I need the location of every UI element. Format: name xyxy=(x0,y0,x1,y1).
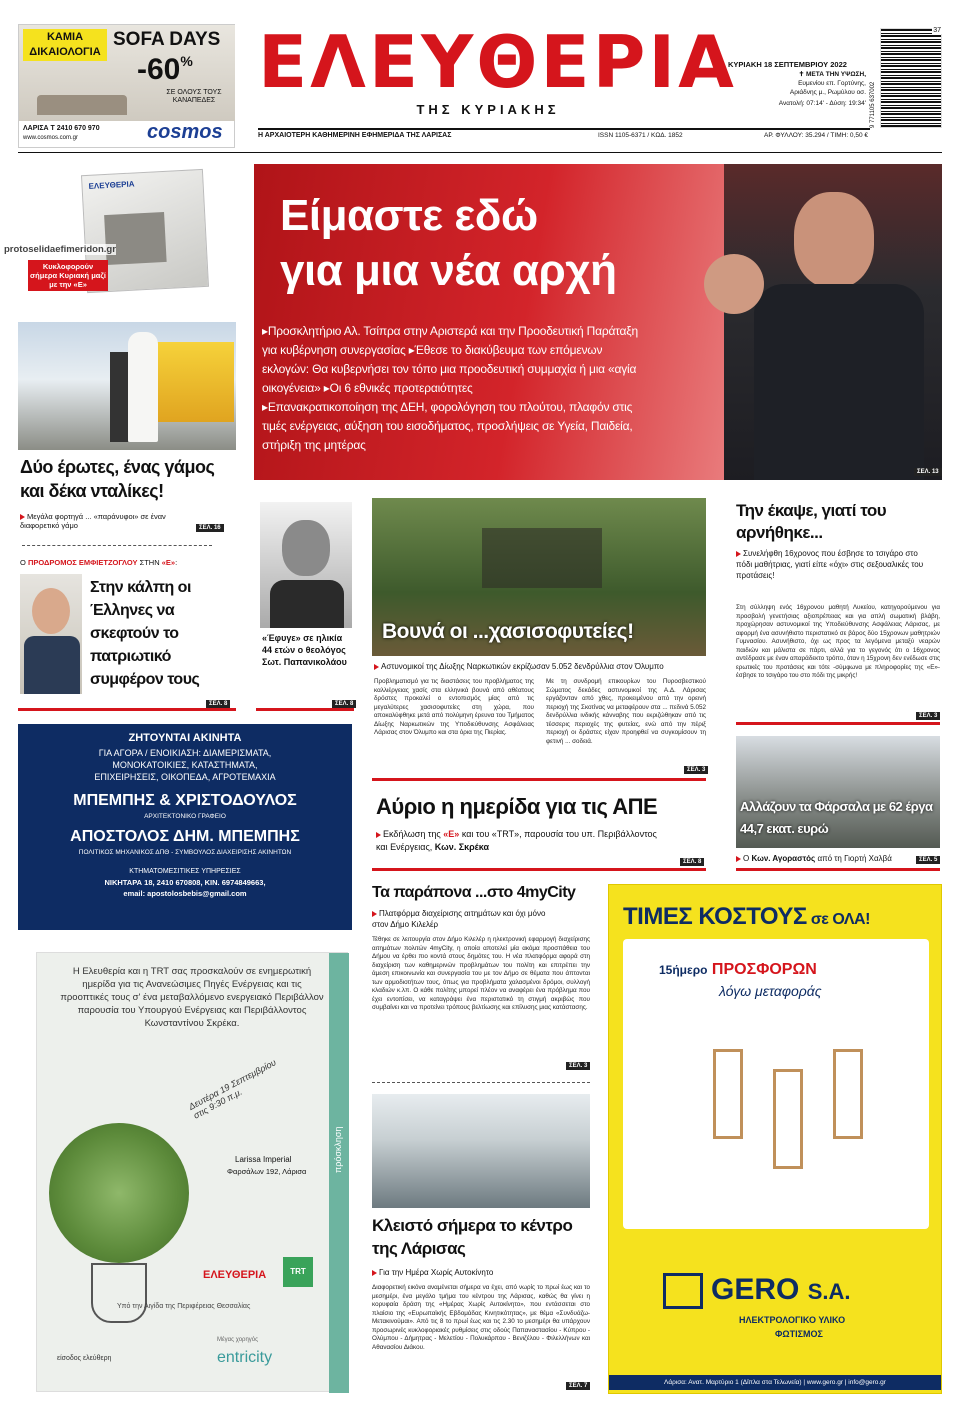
lead-bullets: ▸Προσκλητήριο Αλ. Τσίπρα στην Αριστερά και την Προοδευτική Παράταξη για κυβέρνηση συνεργασίας ▸Έθεσε το διακύβευμα των επόμενων εκλογών: Θα κυβερνήσει τον τόπο μια προοδευτική συμμαχία ή μια «αγία οικογένεια» ▸Οι 6 εθνικές προτεραιότητες ▸Επανακρατικοποίηση της ΔΕΗ, φορολόγηση του πλούτου, πλαφόν στις τιμές ενέργειας, αύξηση του εισοδήματος, προσλήψεις σε Υγεία, Παιδεία, στήριξη της μητέρας xyxy=(262,324,638,452)
gero-headline: ΤΙΜΕΣ ΚΟΣΤΟΥΣ σε ΟΛΑ! xyxy=(623,903,870,930)
trt-invitation-ad[interactable] xyxy=(36,952,348,1392)
mycity-body: Τέθηκε σε λειτουργία στον Δήμο Κιλελέρ η ηλεκτρονική εφαρμογή διαχείρισης αιτημάτων πολιτών 4myCity, η οποία αποτελεί μία ακόμα προσπάθεια του Δήμου να έρθει πιο κοντά στους δημότες του. Η νέα πλατφόρμα αφορά στη διαχείριση των καθημερινών προβλημάτων του πολίτη και επιτρέπει την άμεση επικοινωνία και συνεργασία του με τον Δήμο σε θέματα που άπτονται των αρμοδιοτήτων τους, όπως για προβλήματα χαλασμένοι δρόμοι, συλλογή κλαδιών κ.λπ. Ο κάθε πολίτης μπορεί πλέον να αναφέρει ένα πρόβλημα που έχει εντοπίσει, να καταγράψει ένα περιστατικό τη στιγμή ακριβώς που συμβαίνει και να προτείνει τρόπους βελτίωσης και επίλυσης μιας κατάστασης. xyxy=(372,936,590,1011)
mycity-page: ΣΕΛ. 3 xyxy=(566,1062,590,1070)
masthead-date: ΚΥΡΙΑΚΗ 18 ΣΕΠΤΕΜΒΡΙΟΥ 2022 xyxy=(728,60,847,69)
gero-offer: 15ήμερο ΠΡΟΣΦΟΡΩΝ xyxy=(659,961,817,978)
gero-offer-reason: λόγω μεταφοράς xyxy=(719,983,822,999)
lead-headline-1[interactable]: Είμαστε εδώ xyxy=(280,191,538,240)
hemp-sub: Αστυνομικοί της Δίωξης Ναρκωτικών εκρίζωσαν 5.052 δενδρύλλια στον Όλυμπο xyxy=(374,662,708,671)
carfree-body: Διαφορετική εικόνα αναμένεται σήμερα να έχει, από νωρίς το πρωί έως και το μεσημέρι, ένα μεγάλο τμήμα του κέντρου της Λάρισας, καθώς θα γίνει η κορυφαία δράση της «Ημέρας Χωρίς Αυτοκίνητο», που εντάσσεται στο πλαίσιο της «Ευρωπαϊκής Εβδομάδας Κινητικότητας», με θέμα «Συνδυάζω-Μετακινούμαι». Από τις 8 το πρωί έως και τις 2.30 το μεσημέρι θα υπάρχουν προσωρινές κυκλοφοριακές ρυθμίσεις στις οδούς Παπαναστασίου - Κύπρου - Ολύμπου - Δήμητρας - Μελετίου - Πολυκάρπου - Βενιζέλου - Φιλελλήνων και Αθανασίου Διάκου. xyxy=(372,1284,590,1351)
trt-invite-band: πρόσκληση xyxy=(329,953,349,1393)
hemp-col2: Με τη συνδρομή επικουρίων του Πυροσβεστικού Σώματος δεκάδες αστυνομικοί της Α.Δ. Λάρισας εργάζονταν από χθες, προκειμένου από την ορεινή περιοχή της Σκοτίνας να μεταφέρουν στα ... πεδινά 5.052 δενδρύλλια ινδικής κάνναβης που εκριζώθηκαν από τις τέσσερις περιοχές της φυτείας, ενώ από την πέριξ περιοχή οι δράστες είχαν προηφθεί να συγκομίσουν τη φετινή ... σοδειά. xyxy=(546,678,706,745)
ape-headline[interactable]: Αύριο η ημερίδα για τις ΑΠΕ xyxy=(376,794,658,819)
tsipras-photo xyxy=(724,164,942,480)
watermark: protoselidaefimeridon.gr xyxy=(4,244,116,255)
sofa-ad-discount: -60% xyxy=(137,53,193,86)
farsala-caption: Ο Κων. Αγοραστός από τη Γιορτή Χαλβά xyxy=(736,854,892,863)
papanikolaou-page: ΣΕΛ. 8 xyxy=(332,700,356,708)
lead-headline-2[interactable]: για μια νέα αρχή xyxy=(280,246,617,295)
carfree-page: ΣΕΛ. 7 xyxy=(566,1382,590,1390)
trt-venue: Larissa Imperial xyxy=(235,1155,292,1164)
carfree-sub: Για την Ημέρα Χωρίς Αυτοκίνητο xyxy=(372,1268,493,1277)
gero-tag2: ΦΩΤΙΣΜΟΣ xyxy=(775,1329,823,1339)
sofa-days-ad[interactable] xyxy=(18,24,235,148)
ape-sub: Εκδήλωση της «Ε» και του «TRT», παρουσία του υπ. Περιβάλλοντος και Ενέργειας, Κων. Σκρέκα xyxy=(376,829,657,852)
trt-address: Φαρσάλων 192, Λάρισα xyxy=(227,1167,307,1176)
emfietzoglou-kicker: Ο ΠΡΟΔΡΟΜΟΣ ΕΜΦΙΕΤΖΟΓΛΟΥ ΣΤΗΝ «Ε»: xyxy=(20,558,178,567)
masthead-issue: ΑΡ. ΦΥΛΛΟΥ: 35.294 / ΤΙΜΗ: 0,50 € xyxy=(763,132,868,139)
masthead-saints: ✝ ΜΕΤΑ ΤΗΝ ΥΨΩΣΗ, Ευμενίου επ. Γορτύνης, Αριάδνης μ., Ρωμύλου οσ. xyxy=(789,71,866,96)
wedding-photo[interactable] xyxy=(18,322,236,450)
masthead-title: ΕΛΕΥΘΕΡΙΑ xyxy=(258,20,737,104)
hemp-page: ΣΕΛ. 3 xyxy=(684,766,708,774)
sofa-ad-sub: ΣΕ ΟΛΟΥΣ ΤΟΥΣ ΚΑΝΑΠΕΔΕΣ xyxy=(166,89,222,104)
carfree-photo[interactable] xyxy=(372,1094,590,1208)
farsala-headline[interactable]: Αλλάζουν τα Φάρσαλα με 62 έργα 44,7 εκατ. ευρώ xyxy=(740,799,933,836)
entricity-logo: entricity xyxy=(217,1349,273,1366)
emfietzoglou-quote[interactable]: Στην κάλπη οι Έλληνες να σκεφτούν το πατριωτικό συμφέρον τους xyxy=(90,579,200,688)
masthead-issn: ISSN 1105-6371 / ΚΩΔ. 1852 xyxy=(598,132,683,139)
burn-sub: Συνελήφθη 16χρονος που έσβησε το τσιγάρο στο πόδι μαθήτριας, γιατί είπε «όχι» στις σεξουαλικές του προτάσεις! xyxy=(736,549,924,580)
gero-logo: GERO S.A. xyxy=(663,1273,851,1309)
lead-page: ΣΕΛ. 13 xyxy=(914,468,942,476)
gero-tag1: ΗΛΕΚΤΡΟΛΟΓΙΚΟ ΥΛΙΚΟ xyxy=(739,1315,846,1325)
mycity-headline[interactable]: Τα παράπονα ...στο 4myCity xyxy=(372,884,576,901)
papanikolaou-caption[interactable]: «Έφυγε» σε ηλικία 44 ετών ο θεολόγος Σωτ. Παπανικολάου xyxy=(262,633,347,667)
trt-bulb-base xyxy=(91,1263,147,1323)
sofa-ad-web[interactable]: www.cosmos.com.gr xyxy=(23,135,79,141)
hemp-headline[interactable]: Βουνά οι ...χασισοφυτείες! xyxy=(382,620,634,643)
realestate-ad[interactable]: ΖΗΤΟΥΝΤΑΙ ΑΚΙΝΗΤΑ ΓΙΑ ΑΓΟΡΑ / ΕΝΟΙΚΙΑΣΗ: ΔΙΑΜΕΡΙΣΜΑΤΑ, ΜΟΝΟΚΑΤΟΙΚΙΕΣ, ΚΑΤΑΣΤΗΜΑΤΑ, ΕΠΙΧΕΙΡΗΣΕΙΣ, ΟΙΚΟΠΕΔΑ, ΑΓΡΟΤΕΜΑΧΙΑ ΜΠΕΜΠΗΣ & ΧΡΙΣΤΟΔΟΥΛΟΣ ΑΡΧΙΤΕΚΤΟΝΙΚΟ ΓΡΑΦΕΙΟ ΑΠΟΣΤΟΛΟΣ ΔΗΜ. ΜΠΕΜΠΗΣ ΠΟΛΙΤΙΚΟΣ ΜΗΧΑΝΙΚΟΣ ΔΠΘ - ΣΥΜΒΟΥΛΟΣ ΔΙΑΧΕΙΡΙΣΗΣ ΑΚΙΝΗΤΩΝ ΚΤΗΜΑΤΟΜΕΣΙΤΙΚΕΣ ΥΠΗΡΕΣΙΕΣ ΝΙΚΗΤΑΡΑ 18, 2410 670808, ΚΙΝ. 6974849663, email: apostolosbebis@gmail.com xyxy=(18,724,352,930)
hemp-col1: Προβληματισμό για τις διαστάσεις του προβλήματος της καλλιέργειας χασίς στα ελληνικά βουνά από αθέατους δρόστες προκαλεί ο εντοπισμός μίας από τις μεγαλύτερες χασισοφυτείες στη χώρα, που αποκαλύφθηκε μετά από πολύμηνη έρευνα του Τμήματος Δίωξης Ναρκωτικών της Υποδιεύθυνσης Ασφάλειας Λάρισας στον Όλυμπο και στα όρια της Πιερίας. xyxy=(374,678,534,736)
trt-partner-logo: TRT xyxy=(283,1257,313,1287)
barcode: 37 xyxy=(880,28,942,128)
emfietzoglou-photo[interactable] xyxy=(20,574,82,694)
trt-auspices: Υπό την Αιγίδα της Περιφέρειας Θεσσαλίας xyxy=(117,1303,251,1310)
trt-bulb xyxy=(49,1123,189,1263)
cosmos-logo: cosmos xyxy=(147,121,223,143)
sofa-ad-city: ΛΑΡΙΣΑ Τ 2410 670 970 xyxy=(23,125,100,132)
masthead-tagline: Η ΑΡΧΑΙΟΤΕΡΗ ΚΑΘΗΜΕΡΙΝΗ ΕΦΗΜΕΡΙΔΑ ΤΗΣ ΛΑΡΙΣΑΣ xyxy=(258,132,452,139)
gero-footer: Λάρισα: Ανατ. Μαρτύριο 1 (Δίπλα στα Τελωνεία) | www.gero.gr | info@gero.gr xyxy=(609,1375,941,1390)
carfree-headline[interactable]: Κλειστό σήμερα το κέντρο της Λάρισας xyxy=(372,1216,573,1258)
gero-ad[interactable] xyxy=(608,884,942,1394)
mycity-sub: Πλατφόρμα διαχείρισης αιτημάτων και όχι μόνο στον Δήμο Κιλελέρ xyxy=(372,909,546,929)
burn-headline[interactable]: Την έκαψε, γιατί του αρνήθηκε... xyxy=(736,501,887,542)
sofa-ad-title: SOFA DAYS xyxy=(113,29,221,50)
wedding-sub: Μεγάλα φορτηγά ... «παράνυφοι» σε έναν διαφορετικό γάμο xyxy=(20,512,166,530)
masthead-sun: Ανατολή: 07:14' - Δύση: 19:34' xyxy=(778,100,866,107)
burn-page: ΣΕΛ. 3 xyxy=(916,712,940,720)
trt-date: Δευτέρα 19 Σεπτεμβρίου στις 9:30 π.μ. xyxy=(187,1057,278,1121)
emfietzoglou-page: ΣΕΛ. 8 xyxy=(206,700,230,708)
masthead-subtitle: ΤΗΣ ΚΥΡΙΑΚΗΣ xyxy=(416,102,560,117)
magazine-cover[interactable]: ΕΛΕΥΘΕΡΙΑ xyxy=(81,169,209,293)
burn-body: Στη σύλληψη ενός 16χρονου μαθητή Λυκείου, κατηγορούμενου για προσβολή γενετήσιας αξιοπρέπειας και για απλή σωματική βλάβη, προχώρησαν αστυνομικοί της Υποδιεύθυνσης Ασφάλειας Λάρισας, με αφορμή ένα ασυνήθιστο περιστατικό σε βάρος δύο 15χρονων μαθητριών Γυμνασίου. Ασυνήθιστο, όχι ως προς τα λεγόμενα μεταξύ νεαρών παιδιών και μάλιστα σε πάρτι, αλλά για το γεγονός ότι ο 16χρονος αντέδρασε με έναν απαράδεκτο τρόπο, όταν η 15χρονη δεν ενέδωσε στις ερωτικές του προτάσεις και τότε -σύμφωνα με πληροφορίες της «Ε»- έσβησε το τσιγάρο του στο πόδι της μικρής! xyxy=(736,604,940,679)
wedding-page: ΣΕΛ. 16 xyxy=(196,524,224,532)
sofa-illustration xyxy=(37,95,127,115)
trt-sponsor-label: Μέγας χορηγός xyxy=(217,1337,259,1343)
trt-paper-logo: ΕΛΕΥΘΕΡΙΑ xyxy=(203,1269,267,1281)
wedding-headline[interactable]: Δύο έρωτες, ένας γάμος και δέκα νταλίκες! xyxy=(20,457,215,501)
ape-page: ΣΕΛ. 8 xyxy=(680,858,704,866)
promo-label: Κυκλοφορούν σήμερα Κυριακή μαζί με την «Ε» xyxy=(28,260,108,291)
farsala-page: ΣΕΛ. 5 xyxy=(916,856,940,864)
papanikolaou-photo[interactable] xyxy=(260,502,352,628)
barcode-number: 9 771105 637002 xyxy=(870,81,876,128)
trt-entry: είσοδος ελεύθερη xyxy=(57,1355,112,1362)
trt-text: Η Ελευθερία και η TRT σας προσκαλούν σε ενημερωτική ημερίδα για τις Ανανεώσιμες Πηγές Ενέργειας και τις προοπτικές τους σ' ένα μεταβαλλόμενο ενεργειακό Περιβάλλον παρουσία του Υπουργού Ενέργειας και Περιβάλλοντος Κωνσταντίνου Σκρέκα. xyxy=(60,966,324,1029)
sofa-ad-badge: ΚΑΜΙΑ ΔΙΚΑΙΟΛΟΓΙΑ xyxy=(23,29,107,61)
